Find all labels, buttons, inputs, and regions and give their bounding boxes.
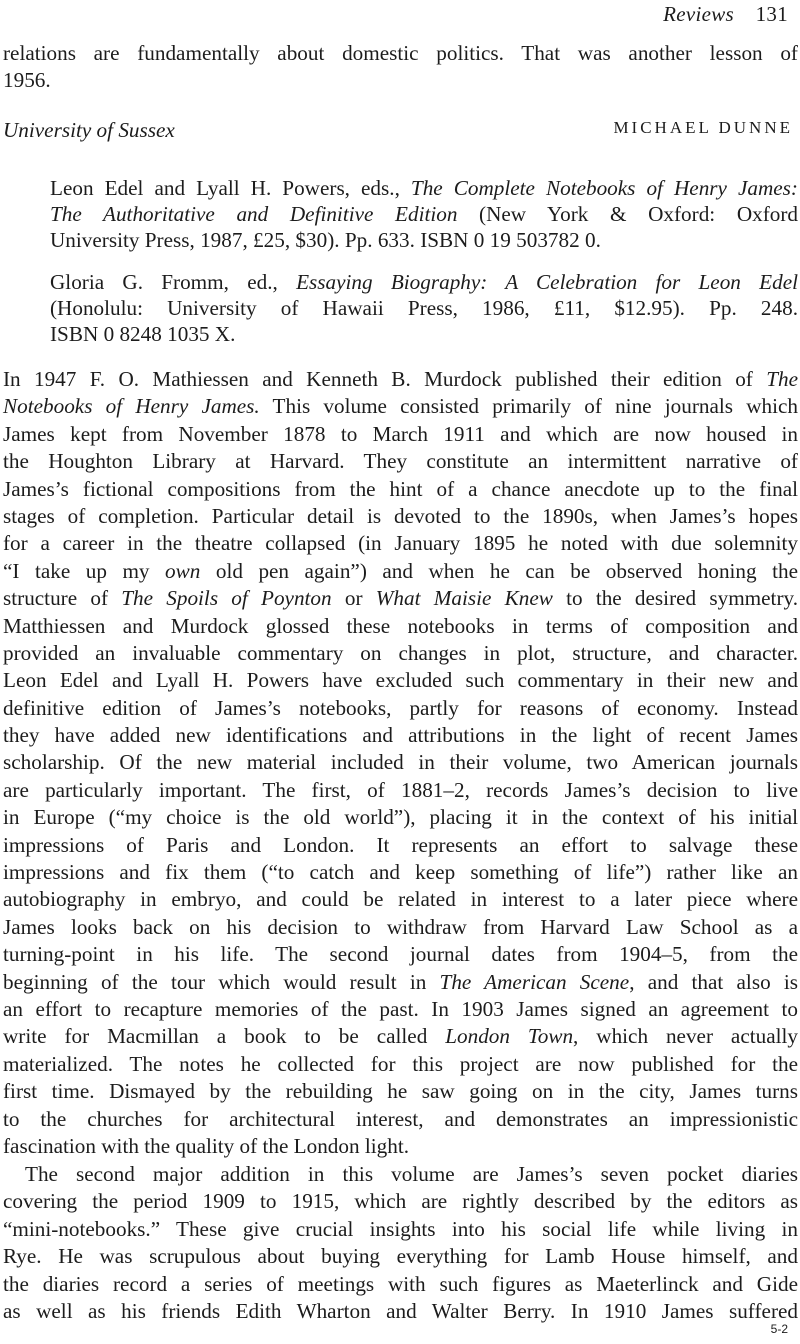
text-run: Matthiessen and Murdock glossed these notebooks in terms of composition and: [3, 613, 798, 638]
text-run: ISBN 0 8248 1035 X.: [50, 321, 236, 346]
text-run: “mini-notebooks.” These give crucial insights into his social life while living in: [3, 1216, 798, 1241]
text-line: [3, 421, 798, 448]
text-run: to the churches for architectural interest, and demonstrates an impressionistic: [3, 1106, 798, 1131]
text-run: structure of: [3, 586, 122, 611]
text-run: or: [331, 586, 376, 611]
text-run: as well as his friends Edith Wharton and Walter Berry. In 1910 James suffered: [3, 1298, 798, 1323]
text-line: [3, 530, 798, 557]
text-line: [3, 1298, 798, 1325]
text-run: (New York & Oxford: Oxford: [457, 201, 799, 226]
text-run: James’s fictional compositions from the hint of a chance anecdote up to the final: [3, 476, 798, 501]
text-line: [3, 366, 798, 393]
text-line: [3, 749, 798, 776]
text-run: the Houghton Library at Harvard. They constitute an intermittent narrative of: [3, 449, 798, 474]
text-line: [3, 859, 798, 886]
review-paragraph-1: [3, 366, 798, 1160]
text-line: [3, 722, 798, 749]
text-line: [50, 176, 798, 202]
text-line: [50, 322, 798, 348]
italic-title: The Spoils of Poynton: [121, 586, 332, 611]
italic-title: The: [766, 367, 798, 391]
text-run: The second major addition in this volume are James’s seven pocket diaries: [25, 1162, 798, 1186]
reviewer-affiliation: University of Sussex: [3, 118, 175, 142]
italic-title: Notebooks of Henry James.: [3, 394, 260, 419]
text-run: beginning of the tour which would result in: [3, 969, 440, 994]
text-line: [3, 941, 798, 968]
text-line: [3, 640, 798, 667]
text-line: [3, 832, 798, 859]
text-line: [3, 695, 798, 722]
text-run: write for Macmillan a book to be called: [3, 1024, 446, 1049]
text-run: James kept from November 1878 to March 1911 and which are now housed in: [3, 421, 798, 446]
text-run: in Europe (“my choice is the old world”), placing it in the context of his initial: [3, 805, 798, 830]
italic-title: own: [165, 558, 201, 583]
text-line: [3, 914, 798, 941]
reviewer-name: MICHAEL DUNNE: [613, 118, 793, 137]
text-line: [50, 296, 798, 322]
text-run: In 1947 F. O. Mathiessen and Kenneth B. Murdock published their edition of: [3, 367, 767, 391]
book-citation-2: [50, 270, 798, 347]
text-run: fascination with the quality of the London light.: [3, 1133, 410, 1158]
text-line: [3, 804, 798, 831]
text-run: impressions of Paris and London. It represents an effort to salvage these: [3, 832, 798, 857]
page-number: 131: [755, 2, 788, 26]
text-run: (Honolulu: University of Hawaii Press, 1986, £11, $12.95). Pp. 248.: [50, 295, 798, 320]
review-paragraph-2: [3, 1161, 798, 1325]
running-head-section: Reviews: [663, 2, 735, 26]
text-line: [3, 777, 798, 804]
book-citation-1: [50, 176, 798, 253]
text-line: [50, 270, 798, 296]
text-line: [3, 1161, 798, 1188]
text-run: old pen again”) and when he can be observed honing the: [200, 558, 798, 583]
text-run: James looks back on his decision to withdraw from Harvard Law School as a: [3, 914, 798, 939]
text-line: [3, 40, 798, 67]
text-line: [3, 1023, 798, 1050]
text-run: for a career in the theatre collapsed (in January 1895 he noted with due solemnity: [3, 531, 798, 556]
text-line: [3, 558, 798, 585]
text-run: This volume consisted primarily of nine journals which: [259, 394, 798, 419]
text-run: 1956.: [3, 68, 51, 93]
text-run: Rye. He was scrupulous about buying everything for Lamb House himself, and: [3, 1244, 798, 1269]
text-run: , and that also is: [629, 969, 799, 994]
text-line: [3, 1106, 798, 1133]
text-line: [3, 448, 798, 475]
signature-mark: 5-2: [770, 1322, 788, 1336]
review-signoff: [3, 118, 793, 143]
text-line: [3, 503, 798, 530]
italic-title: Essaying Biography: A Celebration for Leon Edel: [296, 270, 798, 294]
text-line: [3, 476, 798, 503]
text-line: [3, 393, 798, 420]
text-line: [50, 202, 798, 228]
text-run: definitive edition of James’s notebooks, partly for reasons of economy. Instead: [3, 695, 798, 720]
text-run: the diaries record a series of meetings with such figures as Maeterlinck and Gide: [3, 1271, 798, 1296]
text-run: Leon Edel and Lyall H. Powers, eds.,: [50, 176, 411, 200]
text-run: , which never actually: [573, 1024, 798, 1049]
text-line: [3, 996, 798, 1023]
text-run: University Press, 1987, £25, $30). Pp. 633. ISBN 0 19 503782 0.: [50, 227, 601, 252]
text-run: covering the period 1909 to 1915, which are rightly described by the editors as: [3, 1189, 798, 1214]
text-line: [3, 613, 798, 640]
text-run: scholarship. Of the new material included in their volume, two American journals: [3, 750, 798, 775]
italic-title: What Maisie Knew: [375, 586, 553, 611]
italic-title: The Complete Notebooks of Henry James:: [410, 176, 798, 200]
text-run: first time. Dismayed by the rebuilding he saw going on in the city, James turns: [3, 1079, 798, 1104]
text-run: materialized. The notes he collected for this project are now published for the: [3, 1051, 798, 1076]
text-run: are particularly important. The first, of 1881–2, records James’s decision to live: [3, 777, 798, 802]
italic-title: The American Scene: [439, 969, 630, 994]
text-line: [3, 1078, 798, 1105]
text-run: to the desired symmetry.: [552, 586, 799, 611]
text-line: [3, 1243, 798, 1270]
italic-title: London Town: [445, 1024, 574, 1049]
text-line: [50, 228, 798, 254]
text-run: they have added new identifications and attributions in the light of recent James: [3, 723, 798, 748]
text-run: relations are fundamentally about domestic politics. That was another lesson of: [3, 41, 798, 65]
text-run: stages of completion. Particular detail is devoted to the 1890s, when James’s hopes: [3, 503, 798, 528]
text-line: [3, 1216, 798, 1243]
text-run: an effort to recapture memories of the past. In 1903 James signed an agreement to: [3, 996, 798, 1021]
text-line: [3, 969, 798, 996]
text-line: [3, 67, 798, 94]
text-line: [3, 585, 798, 612]
running-head: [663, 2, 788, 27]
text-run: provided an invaluable commentary on changes in plot, structure, and character.: [3, 640, 798, 665]
text-run: Leon Edel and Lyall H. Powers have excluded such commentary in their new and: [3, 668, 798, 693]
text-run: Gloria G. Fromm, ed.,: [50, 270, 297, 294]
text-run: turning-point in his life. The second journal dates from 1904–5, from the: [3, 942, 798, 967]
text-line: [3, 1271, 798, 1298]
text-run: “I take up my: [3, 558, 166, 583]
carryover-paragraph: [3, 40, 798, 95]
text-line: [3, 667, 798, 694]
text-run: impressions and fix them (“to catch and keep something of life”) rather like an: [3, 860, 798, 885]
text-line: [3, 1051, 798, 1078]
text-line: [3, 886, 798, 913]
italic-title: The Authoritative and Definitive Edition: [50, 201, 458, 226]
text-line: [3, 1188, 798, 1215]
text-run: autobiography in embryo, and could be related in interest to a later piece where: [3, 887, 798, 912]
text-line: [3, 1133, 798, 1160]
